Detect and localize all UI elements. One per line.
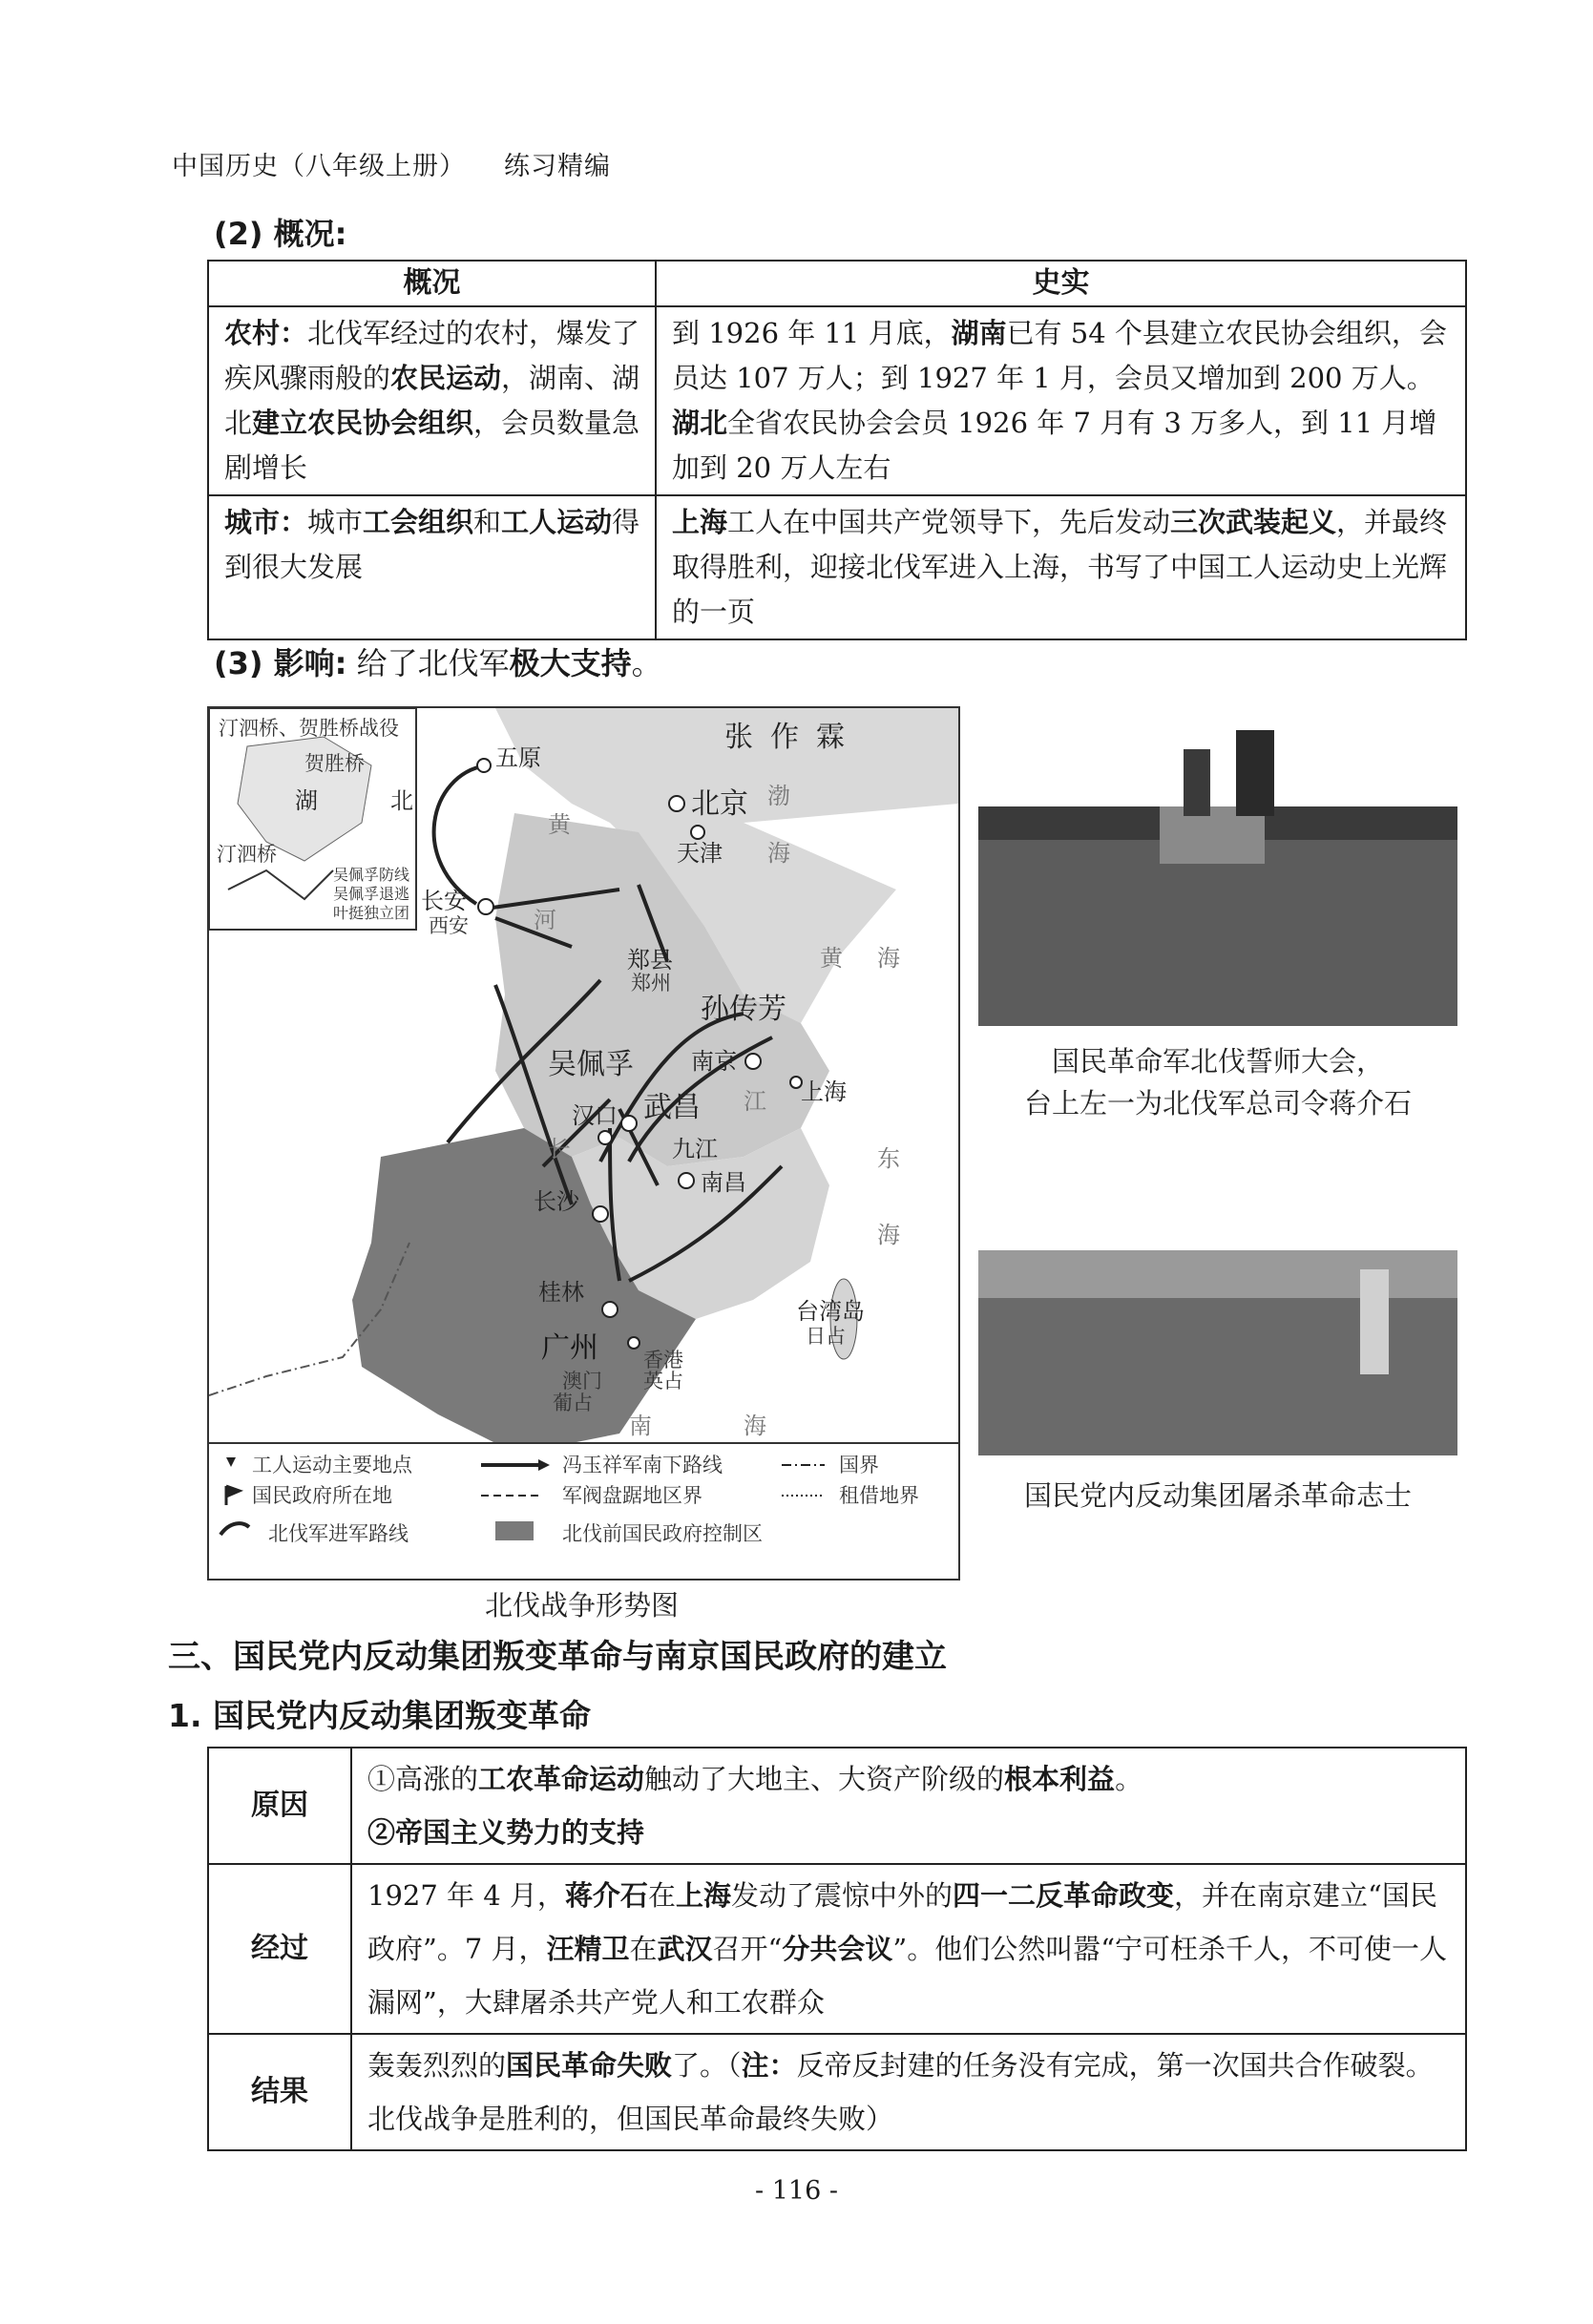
map-svg <box>209 708 958 1579</box>
river-label: 长 <box>548 1136 571 1162</box>
bold-term: ②帝国主义势力的支持 <box>367 1816 645 1849</box>
text-span: ，湖南、湖北 <box>224 362 640 439</box>
legend-item: 国民政府所在地 <box>252 1484 392 1507</box>
photo-illustration <box>978 711 1457 1026</box>
city-marker <box>621 1116 637 1131</box>
city-label: 日占 <box>806 1325 846 1348</box>
warlord-label: 张作霖 <box>724 721 862 754</box>
city-label: 英占 <box>643 1370 683 1392</box>
city-label: 郑州 <box>631 972 671 995</box>
city-label: 长沙 <box>534 1188 579 1215</box>
photo1-caption <box>974 1040 1462 1124</box>
sea-label: 渤 <box>767 783 790 809</box>
bold-term: 工人运动 <box>501 506 613 538</box>
text-span: 全省农民协会会员 1926 年 7 月有 3 万多人，到 11 月增加到 20 万人左右 <box>672 407 1437 484</box>
legend-item: 国界 <box>839 1454 879 1476</box>
city-marker <box>602 1302 618 1317</box>
city-label: 九江 <box>672 1136 718 1162</box>
city-label: 汉口 <box>572 1102 618 1129</box>
table-cell <box>208 306 656 495</box>
city-marker <box>593 1206 608 1222</box>
text-span: ”。他们公然叫嚣“宁可枉杀千人，不可使一人漏网”，大肆屠杀共产党人和工农群众 <box>367 1933 1448 2019</box>
table-header-cell: 概况 <box>208 261 656 306</box>
text-span: 召开“ <box>712 1933 783 1965</box>
inset-label: 贺胜桥 <box>304 752 365 775</box>
subsection-heading-1: 1. 国民党内反动集团叛变革命 <box>168 1697 591 1734</box>
map-caption: 北伐战争形势图 <box>484 1589 679 1622</box>
text-span: 触动了大地主、大资产阶级的 <box>644 1763 1005 1795</box>
legend-item: 北伐前国民政府控制区 <box>562 1522 763 1545</box>
legend-item: 北伐军进军路线 <box>268 1522 409 1545</box>
photo2-caption: 国民党内反动集团屠杀革命志士 <box>1023 1479 1412 1512</box>
city-label: 五原 <box>495 744 541 771</box>
table-cell <box>351 1864 1466 2034</box>
bold-term: 武汉 <box>657 1933 713 1965</box>
arrow-icon <box>538 1459 550 1471</box>
city-label: 西安 <box>429 914 469 937</box>
city-label: 广州 <box>541 1331 598 1365</box>
expedition-route-icon <box>220 1523 249 1535</box>
inset-label: 北 <box>390 787 413 814</box>
table-row <box>208 306 1466 495</box>
overview-table <box>207 260 1467 640</box>
worker-movement-icon <box>226 1457 236 1467</box>
table-row <box>208 1864 1466 2034</box>
northern-expedition-map <box>207 706 960 1581</box>
city-label: 长安 <box>421 888 467 914</box>
row-label: 结果 <box>208 2034 351 2150</box>
city-label: 桂林 <box>538 1279 584 1306</box>
table-row <box>208 495 1466 639</box>
bold-term: 国民革命失败 <box>506 2049 673 2082</box>
book-subtitle: 练习精编 <box>504 152 611 181</box>
city-label: 北京 <box>691 787 748 821</box>
river-label: 河 <box>534 907 556 933</box>
influence-line <box>214 639 662 683</box>
city-marker <box>478 899 493 914</box>
city-label: 香港 <box>643 1349 683 1371</box>
text-span: 1927 年 4 月， <box>367 1879 565 1912</box>
bold-term: 农民运动 <box>390 362 502 394</box>
text-span: 已有 54 个县建立农民协会组织，会员达 107 万人；到 1927 年 1 月，会员又增加到 200 万人。 <box>672 317 1447 394</box>
bold-term: 工会组织 <box>363 506 474 538</box>
city-label: 葡占 <box>553 1392 593 1414</box>
city-marker <box>477 759 491 772</box>
row-lead: 城市： <box>224 506 308 538</box>
text-span: 轰轰烈烈的 <box>367 2049 507 2082</box>
inset-legend-item: 叶挺独立团 <box>333 904 410 922</box>
table-cell <box>208 495 656 639</box>
cause-item <box>367 1752 1450 1806</box>
sea-label: 海 <box>877 945 900 972</box>
sea-label: 海 <box>744 1413 766 1439</box>
figure-silhouette <box>1184 749 1210 816</box>
section-heading-three: 三、国民党内反动集团叛变革命与南京国民政府的建立 <box>168 1638 947 1676</box>
text-span: 给了北伐军 <box>356 645 510 681</box>
inset-label: 汀泗桥 <box>217 843 277 866</box>
text-span: 发动了震惊中外的 <box>730 1879 953 1912</box>
running-header <box>172 145 611 182</box>
bold-term: 上海 <box>672 506 728 538</box>
caption-line: 国民革命军北伐誓师大会， <box>1051 1045 1384 1078</box>
city-label: 台湾岛 <box>796 1298 865 1325</box>
text-span: 了。（ <box>672 2049 742 2082</box>
bold-term: 湖北 <box>672 407 728 439</box>
table-cell <box>656 306 1466 495</box>
city-label: 南京 <box>691 1048 737 1075</box>
text-span: 在 <box>629 1933 658 1965</box>
table-cell <box>656 495 1466 639</box>
bold-term: 汪精卫 <box>546 1933 630 1965</box>
text-span: ，并在南京建立“国民政府”。7 月， <box>367 1879 1437 1965</box>
city-label: 郑县 <box>627 947 673 974</box>
text-span: 工人在中国共产党领导下，先后发动 <box>727 506 1171 538</box>
table-row <box>208 2034 1466 2150</box>
inset-label: 湖 <box>295 787 318 814</box>
city-marker <box>745 1054 761 1069</box>
control-area-swatch <box>495 1521 534 1540</box>
bold-term: 建立农民协会组织 <box>252 407 474 439</box>
cause-item <box>367 1806 1450 1859</box>
city-marker <box>628 1337 639 1349</box>
table-header-cell: 史实 <box>656 261 1466 306</box>
bold-term: 四一二反革命政变 <box>952 1879 1174 1912</box>
caption-line: 台上左一为北伐军总司令蒋介石 <box>1023 1087 1412 1120</box>
sea-label: 东 <box>877 1145 900 1172</box>
river-label: 江 <box>744 1088 766 1115</box>
city-marker <box>669 796 684 811</box>
table-row <box>208 1748 1466 1864</box>
influence-label: (3) 影响: <box>214 645 347 681</box>
warlord-label: 吴佩孚 <box>548 1048 634 1081</box>
figure-silhouette <box>1236 730 1274 816</box>
pledge-rally-photo <box>978 711 1457 1026</box>
bold-term: 分共会议 <box>782 1933 893 1965</box>
legend-item: 租借地界 <box>839 1484 919 1507</box>
bold-term: 注： <box>741 2049 797 2082</box>
city-label: 上海 <box>801 1078 847 1105</box>
city-label: 澳门 <box>562 1370 602 1392</box>
text-span: ，会员数量急剧增长 <box>224 407 640 484</box>
inset-legend-item: 吴佩孚退逃 <box>333 885 410 903</box>
photo-illustration <box>978 1231 1457 1455</box>
warlord-label: 孙传芳 <box>701 993 786 1026</box>
row-label: 经过 <box>208 1864 351 2034</box>
city-label: 武昌 <box>643 1091 701 1124</box>
city-marker <box>691 826 704 839</box>
betrayal-table <box>207 1747 1467 2151</box>
city-marker <box>679 1173 694 1188</box>
bold-term: 上海 <box>675 1879 731 1912</box>
row-lead: 农村： <box>224 317 308 349</box>
bold-term: 工农革命运动 <box>478 1763 645 1795</box>
text-span: ①高涨的 <box>367 1763 479 1795</box>
massacre-photo <box>978 1231 1457 1455</box>
sea-label: 黄 <box>820 945 843 972</box>
text-span: 得到很大发展 <box>224 506 640 583</box>
bold-term: 三次武装起义 <box>1170 506 1337 538</box>
row-label: 原因 <box>208 1748 351 1864</box>
figure-silhouette <box>1360 1269 1389 1374</box>
text-span: 和 <box>473 506 502 538</box>
text-span: 在 <box>647 1879 676 1912</box>
inset-title: 汀泗桥、贺胜桥战役 <box>219 717 399 740</box>
section-heading-overview: (2) 概况: <box>214 216 347 252</box>
page-number: - 116 - <box>755 2176 838 2206</box>
text-span: 反帝反封建的任务没有完成，第一次国共合作破裂。北伐战争是胜利的，但国民革命最终失败） <box>367 2049 1434 2135</box>
text-span: 城市 <box>307 506 364 538</box>
city-marker <box>598 1131 612 1144</box>
legend-item: 工人运动主要地点 <box>252 1454 412 1476</box>
bold-term: 根本利益 <box>1004 1763 1116 1795</box>
table-cell <box>351 1748 1466 1864</box>
text-span: 北伐军经过的农村，爆发了疾风骤雨般的 <box>224 317 640 394</box>
bold-term: 蒋介石 <box>564 1879 648 1912</box>
legend-item: 军阀盘踞地区界 <box>562 1484 702 1507</box>
sea-label: 海 <box>877 1222 900 1248</box>
text-span: ，并最终取得胜利，迎接北伐军进入上海，书写了中国工人运动史上光辉的一页 <box>672 506 1448 628</box>
table-header-row <box>208 261 1466 306</box>
text-span: 。 <box>631 645 662 681</box>
table-cell <box>351 2034 1466 2150</box>
text-span: 到 1926 年 11 月底， <box>672 317 952 349</box>
sea-label: 海 <box>767 840 790 867</box>
legend-item: 冯玉祥军南下路线 <box>562 1454 723 1476</box>
bold-term: 湖南 <box>951 317 1007 349</box>
city-label: 天津 <box>677 840 723 867</box>
river-label: 黄 <box>548 811 571 838</box>
flag-icon <box>226 1486 240 1505</box>
text-span: 。 <box>1115 1763 1143 1795</box>
book-title: 中国历史（八年级上册） <box>172 152 466 181</box>
city-label: 南昌 <box>701 1169 746 1196</box>
sea-label: 南 <box>629 1413 652 1439</box>
bold-term: 极大支持 <box>509 645 632 681</box>
inset-legend-item: 吴佩孚防线 <box>333 866 410 884</box>
